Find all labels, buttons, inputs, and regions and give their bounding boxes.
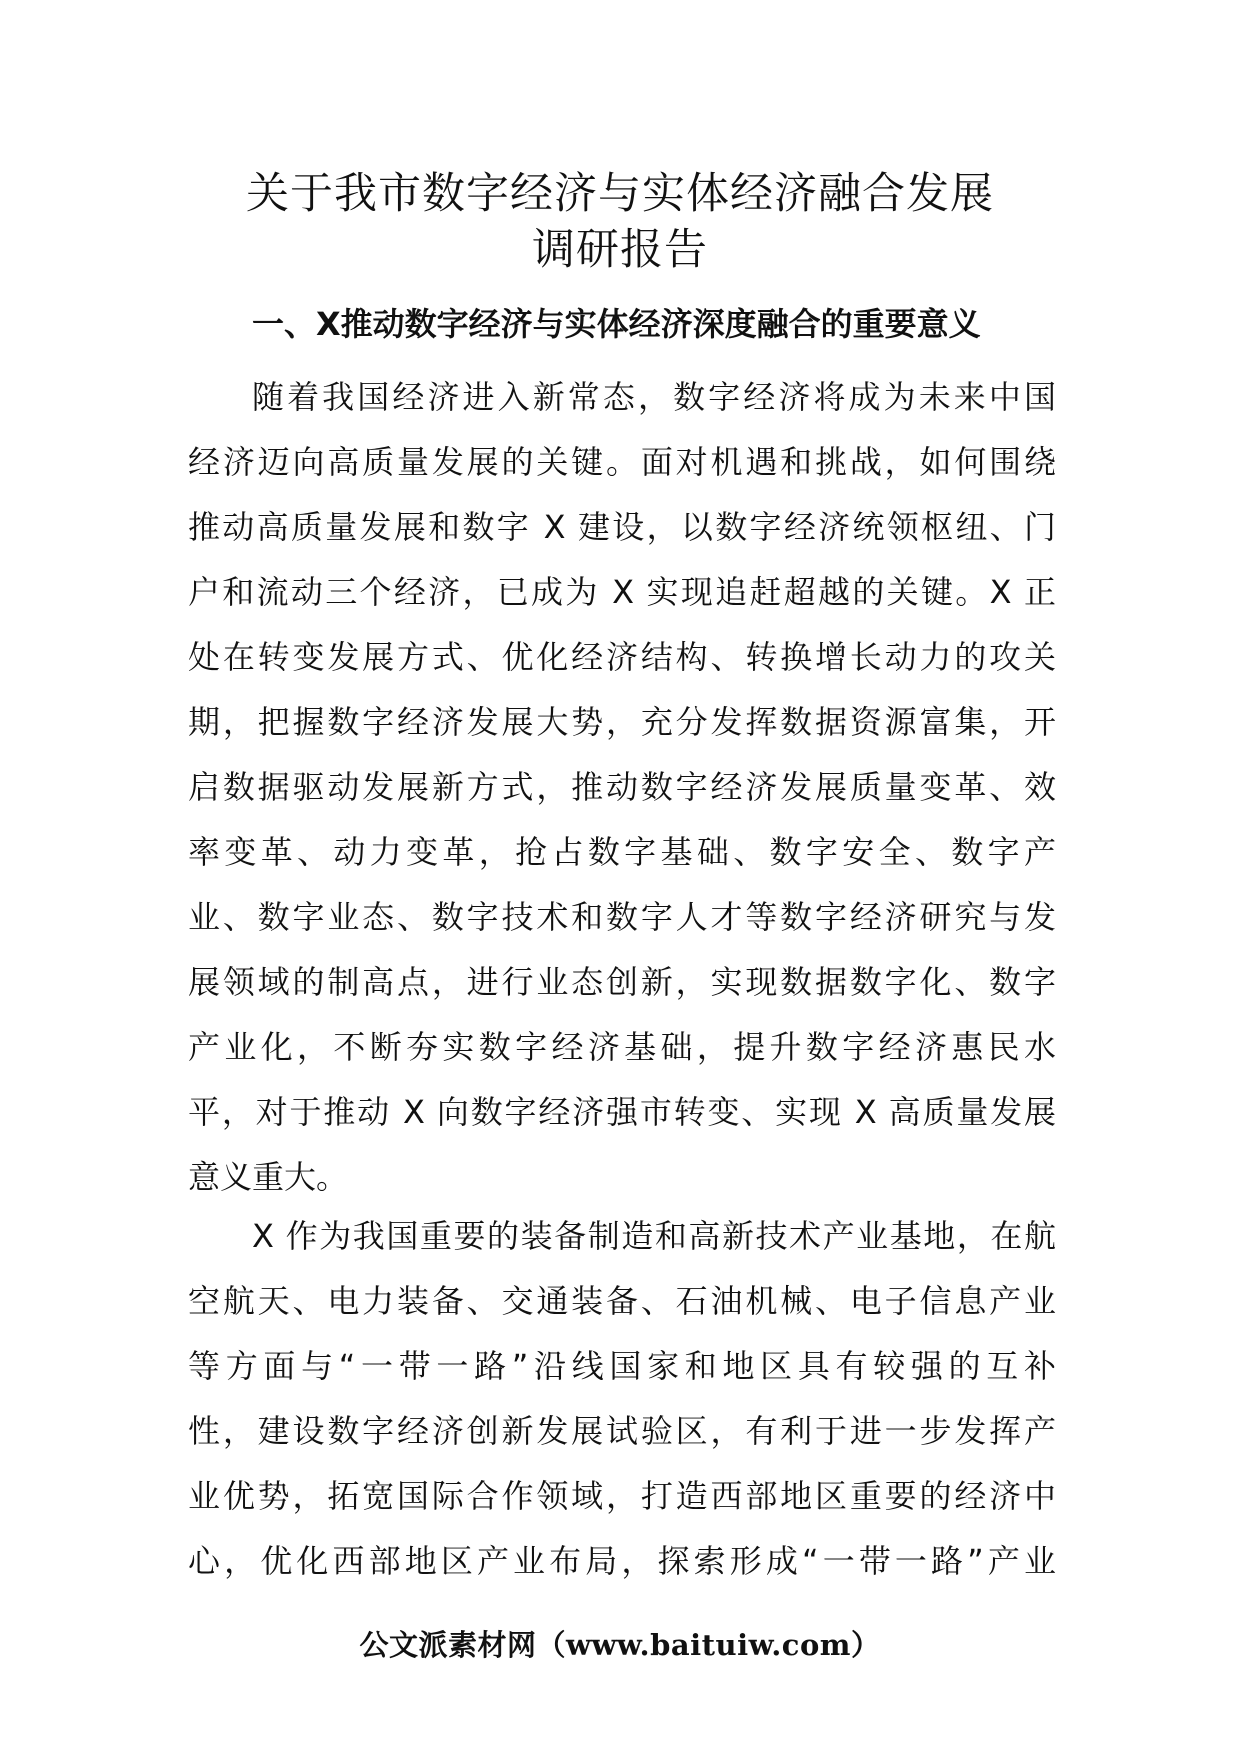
paragraph-line: 产业化，不断夯实数字经济基础，提升数字经济惠民水	[188, 1028, 1056, 1066]
paragraph-line: X 作为我国重要的装备制造和高新技术产业基地，在航	[252, 1217, 1056, 1255]
paragraph-line: 意义重大。	[188, 1158, 349, 1196]
paragraph-line: 推动高质量发展和数字 X 建设，以数字经济统领枢纽、门	[188, 508, 1056, 546]
paragraph-line: 率变革、动力变革，抢占数字基础、数字安全、数字产	[188, 833, 1056, 871]
paragraph-line: 心，优化西部地区产业布局，探索形成“一带一路”产业	[188, 1542, 1056, 1580]
paragraph-line: 处在转变发展方式、优化经济结构、转换增长动力的攻关	[188, 638, 1056, 676]
title-line: 关于我市数字经济与实体经济融合发展	[246, 169, 994, 219]
paragraph-line: 经济迈向高质量发展的关键。面对机遇和挑战，如何围绕	[188, 443, 1056, 481]
footer-watermark-text: 公文派素材网（www.baituiw.com）	[359, 1628, 881, 1662]
paragraph-line: 业、数字业态、数字技术和数字人才等数字经济研究与发	[188, 898, 1056, 936]
document-title	[150, 166, 1090, 278]
paragraph-line: 随着我国经济进入新常态，数字经济将成为未来中国	[252, 378, 1056, 416]
body-paragraph	[188, 365, 1056, 1210]
paragraph-line: 性，建设数字经济创新发展试验区，有利于进一步发挥产	[188, 1412, 1056, 1450]
paragraph-line: 户和流动三个经济，已成为 X 实现追赶超越的关键。X 正	[188, 573, 1056, 611]
paragraph-line: 等方面与“一带一路”沿线国家和地区具有较强的互补	[188, 1347, 1056, 1385]
paragraph-line: 期，把握数字经济发展大势，充分发挥数据资源富集，开	[188, 703, 1056, 741]
section-heading: 一、X推动数字经济与实体经济深度融合的重要意义	[252, 305, 981, 343]
body-paragraph	[188, 1204, 1056, 1594]
paragraph-line: 平，对于推动 X 向数字经济强市转变、实现 X 高质量发展	[188, 1093, 1056, 1131]
paragraph-line: 展领域的制高点，进行业态创新，实现数据数字化、数字	[188, 963, 1056, 1001]
paragraph-line: 启数据驱动发展新方式，推动数字经济发展质量变革、效	[188, 768, 1056, 806]
title-line: 调研报告	[532, 225, 708, 275]
paragraph-line: 业优势，拓宽国际合作领域，打造西部地区重要的经济中	[188, 1477, 1056, 1515]
paragraph-line: 空航天、电力装备、交通装备、石油机械、电子信息产业	[188, 1282, 1056, 1320]
